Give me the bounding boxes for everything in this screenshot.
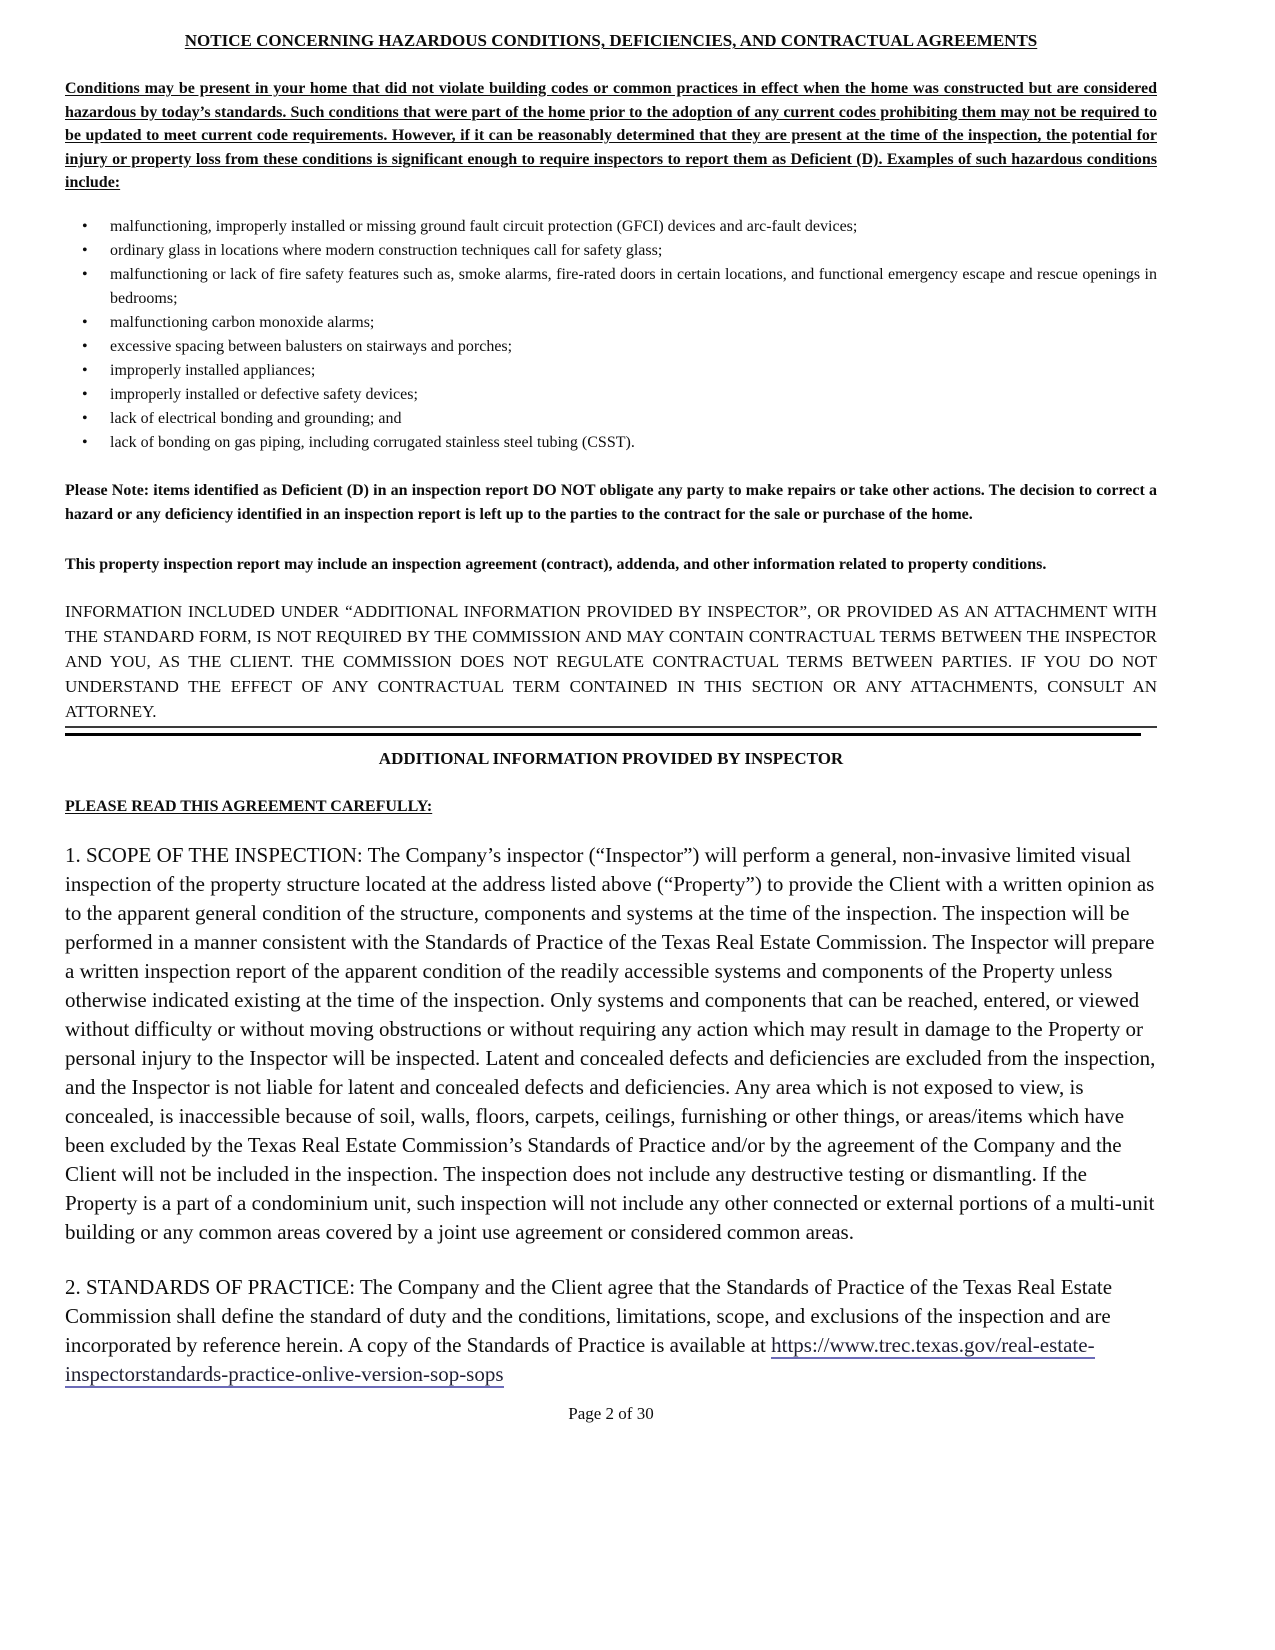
hazard-item: • improperly installed appliances;	[65, 359, 1157, 383]
standards-of-practice-text: 2. STANDARDS OF PRACTICE: The Company and the Client agree that the Standards of Practice of the Texas Real Estate Commission shall define the standard of duty and the conditions, limitations, scope, and exclusions of the inspection and are incorporated by reference herein. A copy of the Standards of Practice is available at	[65, 1274, 1113, 1357]
report-include-paragraph: This property inspection report may include an inspection agreement (contract), addenda, and other information related to property conditions.	[65, 555, 1047, 573]
page-number-footer: Page 2 of 30	[568, 1403, 654, 1423]
separator-thin-line	[65, 726, 1157, 728]
additional-information-heading: ADDITIONAL INFORMATION PROVIDED BY INSPECTOR	[378, 748, 844, 768]
read-carefully-heading: PLEASE READ THIS AGREEMENT CAREFULLY:	[65, 797, 433, 815]
hazard-item: • excessive spacing between balusters on stairways and porches;	[65, 335, 1157, 359]
document-title: NOTICE CONCERNING HAZARDOUS CONDITIONS, DEFICIENCIES, AND CONTRACTUAL AGREEMENTS	[184, 31, 1038, 50]
hazard-item: • improperly installed or defective safety devices;	[65, 383, 1157, 407]
separator-thick-line	[65, 733, 1141, 736]
standards-of-practice-link[interactable]: https://www.trec.texas.gov/real-estate-inspectorstandards-practice-onlive-version-sop-sops	[65, 1332, 1095, 1386]
hazard-item: • lack of bonding on gas piping, including corrugated stainless steel tubing (CSST).	[65, 431, 1157, 455]
standards-of-practice-paragraph	[65, 1273, 1157, 1389]
commission-notice-paragraph: INFORMATION INCLUDED UNDER “ADDITIONAL INFORMATION PROVIDED BY INSPECTOR”, OR PROVIDED AS AN ATTACHMENT WITH THE STANDARD FORM, IS NOT REQUIRED BY THE COMMISSION AND MAY CONTAIN CONTRACTUAL TERMS BETWEEN THE INSPECTOR AND YOU, AS THE CLIENT. THE COMMISSION DOES NOT REGULATE CONTRACTUAL TERMS BETWEEN PARTIES. IF YOU DO NOT UNDERSTAND THE EFFECT OF ANY CONTRACTUAL TERM CONTAINED IN THIS SECTION OR ANY ATTACHMENTS, CONSULT AN ATTORNEY.	[65, 601, 1157, 721]
hazard-item: • malfunctioning or lack of fire safety features such as, smoke alarms, fire-rated doors in certain locations, and functional emergency escape and rescue openings in bedrooms;	[65, 263, 1157, 311]
hazard-item: • ordinary glass in locations where modern construction techniques call for safety glass;	[65, 239, 1157, 263]
hazard-item: • malfunctioning carbon monoxide alarms;	[65, 311, 1157, 335]
hazard-item: • lack of electrical bonding and grounding; and	[65, 407, 1157, 431]
please-note-paragraph: Please Note: items identified as Deficient (D) in an inspection report DO NOT obligate any party to make repairs or take other actions. The decision to correct a hazard or any deficiency identified in an inspection report is left up to the parties to the contract for the sale or purchase of the home.	[65, 481, 1157, 523]
double-rule-separator	[65, 726, 1157, 736]
hazard-item: • malfunctioning, improperly installed or missing ground fault circuit protection (GFCI) devices and arc-fault devices;	[65, 215, 1157, 239]
scope-of-inspection-paragraph: 1. SCOPE OF THE INSPECTION: The Company’s inspector (“Inspector”) will perform a general, non-invasive limited visual inspection of the property structure located at the address listed above (“Property”) to provide the Client with a written opinion as to the apparent general condition of the structure, components and systems at the time of the inspection. The inspection will be performed in a manner consistent with the Standards of Practice of the Texas Real Estate Commission. The Inspector will prepare a written inspection report of the apparent condition of the readily accessible systems and components of the Property unless otherwise indicated existing at the time of the inspection. Only systems and components that can be reached, entered, or viewed without difficulty or without moving obstructions or without requiring any action which may result in damage to the Property or personal injury to the Inspector will be inspected. Latent and concealed defects and deficiencies are excluded from the inspection, and the Inspector is not liable for latent and concealed defects and deficiencies. Any area which is not exposed to view, is concealed, is inaccessible because of soil, walls, floors, carpets, ceilings, furnishing or other things, or areas/items which have been excluded by the Texas Real Estate Commission’s Standards of Practice and/or by the agreement of the Company and the Client will not be included in the inspection. The inspection does not include any destructive testing or dismantling. If the Property is a part of a condominium unit, such inspection will not include any other connected or external portions of a multi-unit building or any common areas covered by a joint use agreement or considered common areas.	[65, 842, 1156, 1244]
intro-paragraph: Conditions may be present in your home that did not violate building codes or common practices in effect when the home was constructed but are considered hazardous by today’s standards. Such conditions that were part of the home prior to the adoption of any current codes prohibiting them may not be required to be updated to meet current code requirements. However, if it can be reasonably determined that they are present at the time of the inspection, the potential for injury or property loss from these conditions is significant enough to require inspectors to report them as Deficient (D). Examples of such hazardous conditions include:	[65, 80, 1157, 191]
hazard-list	[65, 215, 1157, 455]
